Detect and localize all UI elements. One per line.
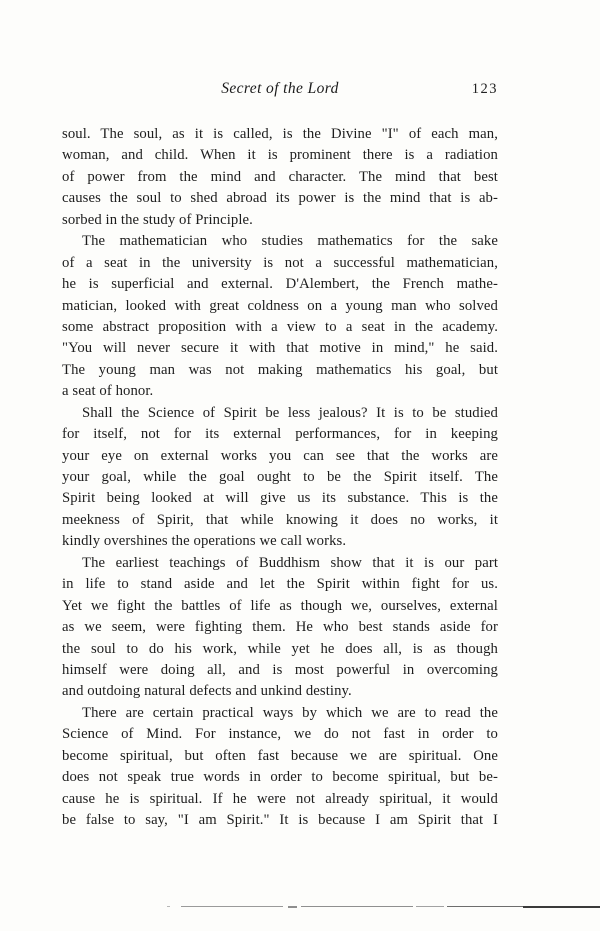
text-line: the soul to do his work, while yet he does all, is as though	[62, 640, 498, 657]
text-line: as we seem, were fighting them. He who best stands aside for	[62, 619, 498, 636]
scan-artifact-segment	[181, 906, 283, 907]
scan-artifact-segment	[301, 906, 413, 907]
scan-artifact-segment	[416, 906, 444, 907]
scan-artifact-segment	[523, 906, 600, 908]
paragraph	[62, 403, 498, 553]
text-line: There are certain practical ways by which we are to read the	[82, 704, 498, 721]
scan-artifact-segment	[167, 906, 170, 907]
text-line: Spirit being looked at will give us its substance. This is the	[62, 490, 498, 507]
text-line: Yet we fight the battles of life as though we, ourselves, external	[62, 597, 498, 614]
text-line: causes the soul to shed abroad its power is the mind that is ab-	[62, 190, 498, 207]
page-body	[62, 124, 498, 831]
text-line: "You will never secure it with that motive in mind," he said.	[62, 340, 498, 357]
paragraph	[62, 124, 498, 231]
paragraph	[62, 703, 498, 832]
text-line: of a seat in the university is not a successful mathematician,	[62, 254, 498, 271]
text-line: sorbed in the study of Principle.	[62, 211, 253, 228]
text-line: in life to stand aside and let the Spirit within fight for us.	[62, 576, 498, 593]
text-line: meekness of Spirit, that while knowing it does no works, it	[62, 511, 498, 528]
text-line: The mathematician who studies mathematics for the sake	[82, 233, 498, 250]
scan-artifact-line	[0, 905, 600, 909]
text-line: for itself, not for its external performances, for in keeping	[62, 426, 498, 443]
text-line: become spiritual, but often fast because we are spiritual. One	[62, 747, 498, 764]
scan-artifact-segment	[288, 906, 297, 908]
text-line: matician, looked with great coldness on a young man who solved	[62, 297, 498, 314]
text-line: of power from the mind and character. The mind that best	[62, 168, 498, 185]
paragraph	[62, 231, 498, 403]
text-line: and outdoing natural defects and unkind destiny.	[62, 683, 352, 700]
text-line: The earliest teachings of Buddhism show that it is our part	[82, 554, 498, 571]
running-title: Secret of the Lord	[221, 80, 339, 97]
text-line: he is superficial and external. D'Alembert, the French mathe-	[62, 276, 498, 293]
text-line: cause he is spiritual. If he were not already spiritual, it would	[62, 790, 498, 807]
scan-artifact-segment	[447, 906, 523, 907]
page-number: 123	[471, 81, 498, 97]
text-line: Shall the Science of Spirit be less jealous? It is to be studied	[82, 404, 498, 421]
text-line: does not speak true words in order to become spiritual, but be-	[62, 769, 498, 786]
text-line: The young man was not making mathematics his goal, but	[62, 361, 498, 378]
text-line: soul. The soul, as it is called, is the Divine "I" of each man,	[62, 126, 498, 142]
text-line: kindly overshines the operations we call works.	[62, 533, 347, 550]
text-line: some abstract proposition with a view to a seat in the academy.	[62, 318, 498, 335]
text-line: be false to say, "I am Spirit." It is because I am Spirit that I	[62, 812, 498, 828]
text-line: woman, and child. When it is prominent there is a radiation	[62, 147, 498, 164]
text-line: your goal, while the goal ought to be the Spirit itself. The	[62, 469, 498, 485]
page-header	[62, 80, 498, 100]
text-line: himself were doing all, and is most powerful in overcoming	[62, 661, 498, 678]
text-line: Science of Mind. For instance, we do not fast in order to	[62, 726, 498, 743]
paragraph	[62, 553, 498, 703]
text-line: a seat of honor.	[62, 383, 154, 400]
text-line: your eye on external works you can see that the works are	[62, 447, 498, 464]
